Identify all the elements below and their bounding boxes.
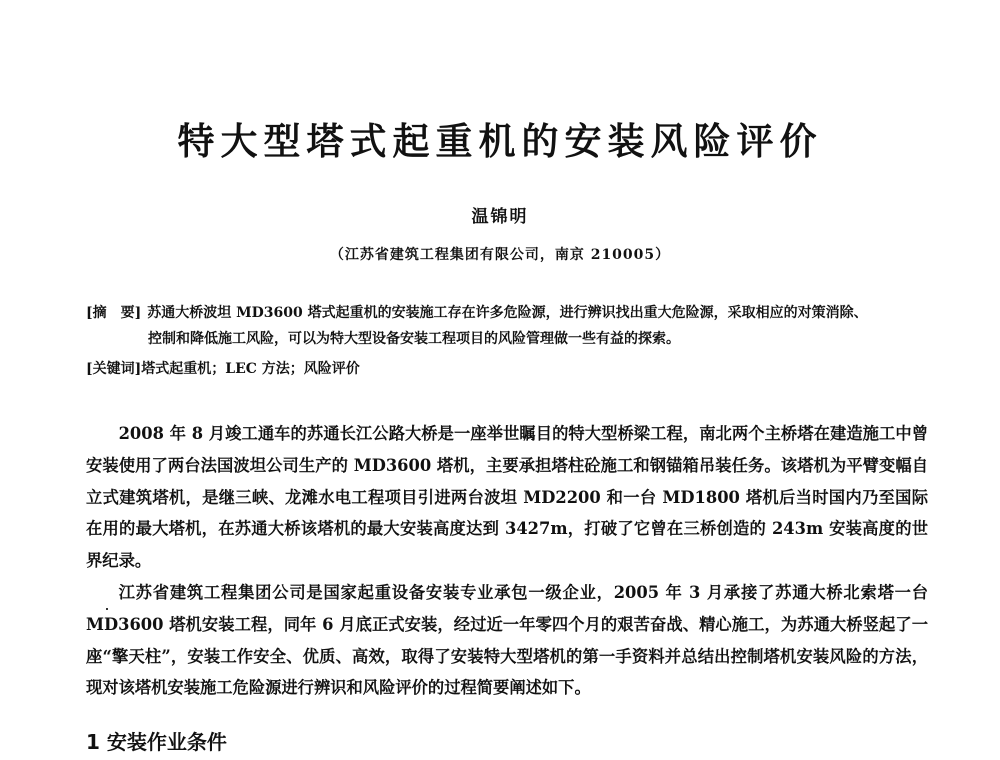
abstract-text-line2: 控制和降低施工风险，可以为特大型设备安装工程项目的风险管理做一些有益的探索。 — [148, 331, 680, 347]
author-name: 温锦明 — [471, 207, 529, 227]
paragraph: 2008 年 8 月竣工通车的苏通长江公路大桥是一座举世瞩目的特大型桥梁工程，南北两个主桥塔在建造施工中曾安装使用了两台法国波坦公司生产的 MD3600 塔机，主要承担塔柱砼施工和钢锚箱吊装任务。该塔机为平臂变幅自立式建筑塔机，是继三峡、龙滩水电工程项目引进两台波坦 MD2200 和一台 MD1800 塔机后当时国内乃至国际在用的最大塔机，在苏通大桥该塔机的最大安装高度达到 3427m，打破了它曾在三桥创造的 243m 安装高度的世界纪录。 — [86, 424, 928, 571]
keywords — [86, 356, 926, 382]
section-heading: 1 安装作业条件 — [86, 730, 227, 754]
paper-title: 特大型塔式起重机的安装风险评价 — [177, 120, 823, 163]
paragraph: 江苏省建筑工程集团公司是国家起重设备安装专业承包一级企业，2005 年 3 月承接了苏通大桥北索塔一台 MD3600 塔机安装工程，同年 6 月底正式安装，经过近一年零四个月的艰苦奋战、精心施工，为苏通大桥竖起了一座“擎天柱”，安装工作安全、优质、高效，取得了安装特大型塔机的第一手资料并总结出控制塔机安装风险的方法，现对该塔机安装施工危险源进行辨识和风险评价的过程简要阐述如下。 — [86, 582, 928, 698]
abstract-label: [摘 要] — [86, 305, 142, 321]
keywords-text: 塔式起重机；LEC 方法；风险评价 — [141, 361, 360, 377]
abstract — [86, 300, 926, 352]
keywords-label: [关键词] — [86, 361, 142, 377]
scan-speck — [106, 608, 108, 610]
abstract-text-line1: 苏通大桥波坦 MD3600 塔式起重机的安装施工存在许多危险源，进行辨识找出重大危险源，采取相应的对策消除、 — [147, 305, 868, 321]
body-text — [86, 418, 928, 704]
author-affiliation: （江苏省建筑工程集团有限公司，南京 210005） — [329, 247, 671, 263]
